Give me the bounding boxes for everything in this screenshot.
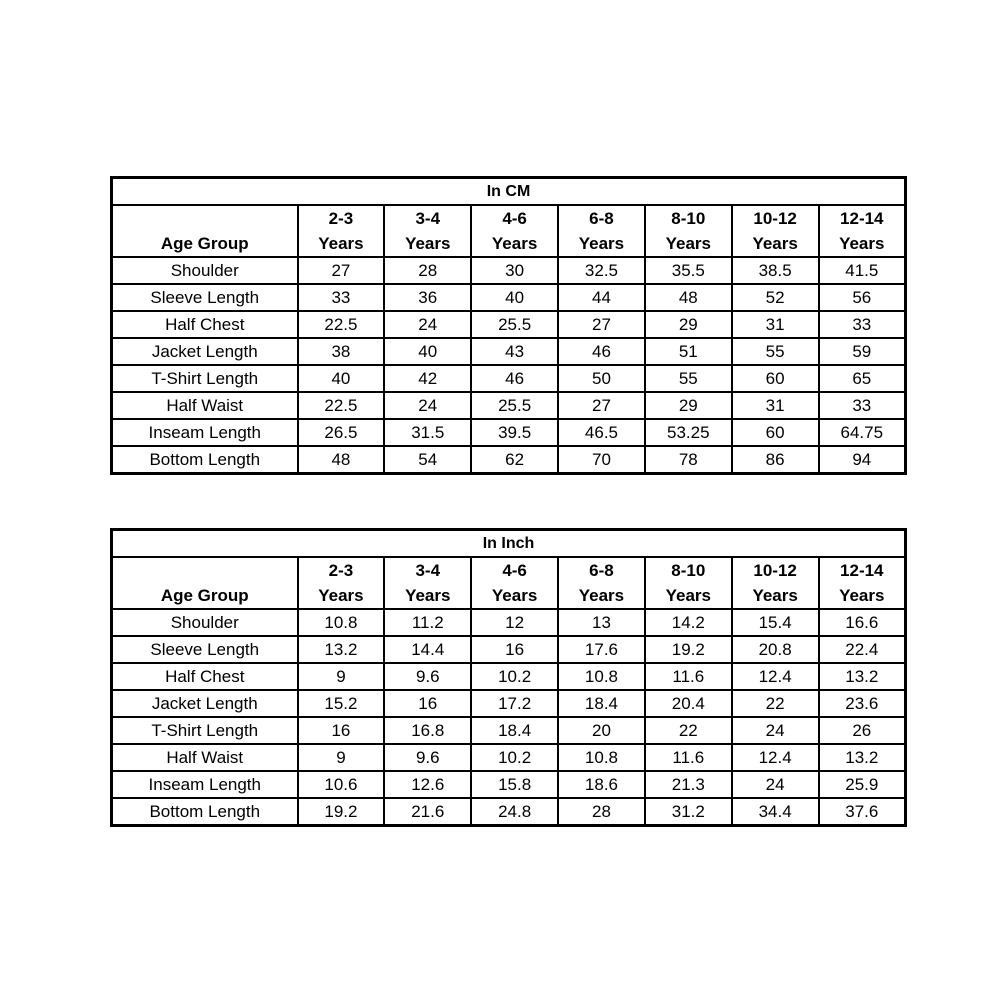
age-column-header [819, 557, 906, 609]
age-column-header [732, 557, 819, 609]
age-range: 4-6 [502, 209, 527, 228]
measurement-value: 10.8 [558, 663, 645, 690]
age-group-header: Age Group [112, 557, 298, 609]
table-row [112, 690, 906, 717]
measurement-label: Inseam Length [112, 419, 298, 446]
measurement-value: 22 [645, 717, 732, 744]
measurement-value: 43 [471, 338, 558, 365]
measurement-value: 46 [471, 365, 558, 392]
measurement-value: 86 [732, 446, 819, 474]
age-unit: Years [491, 586, 538, 605]
measurement-label: Half Chest [112, 663, 298, 690]
measurement-label: Jacket Length [112, 338, 298, 365]
measurement-value: 19.2 [298, 798, 385, 826]
measurement-value: 24 [732, 717, 819, 744]
measurement-value: 24.8 [471, 798, 558, 826]
measurement-value: 20.4 [645, 690, 732, 717]
measurement-value: 26.5 [298, 419, 385, 446]
measurement-value: 55 [645, 365, 732, 392]
measurement-value: 59 [819, 338, 906, 365]
age-column-header [471, 557, 558, 609]
measurement-value: 53.25 [645, 419, 732, 446]
age-range: 6-8 [589, 561, 614, 580]
measurement-value: 18.6 [558, 771, 645, 798]
measurement-value: 40 [471, 284, 558, 311]
age-column-header [558, 205, 645, 257]
measurement-value: 35.5 [645, 257, 732, 284]
measurement-value: 24 [384, 392, 471, 419]
measurement-value: 60 [732, 365, 819, 392]
age-unit: Years [405, 586, 451, 605]
measurement-value: 11.6 [645, 663, 732, 690]
measurement-value: 94 [819, 446, 906, 474]
age-range: 6-8 [589, 209, 614, 228]
age-column-header [645, 205, 732, 257]
measurement-value: 27 [298, 257, 385, 284]
measurement-value: 24 [384, 311, 471, 338]
age-unit: Years [752, 586, 798, 605]
measurement-value: 19.2 [645, 636, 732, 663]
age-range: 8-10 [671, 561, 706, 580]
age-unit: Years [578, 234, 625, 253]
measurement-value: 39.5 [471, 419, 558, 446]
measurement-label: Shoulder [112, 609, 298, 636]
measurement-value: 51 [645, 338, 732, 365]
measurement-value: 14.4 [384, 636, 471, 663]
age-unit: Years [318, 234, 364, 253]
age-range: 12-14 [840, 561, 884, 580]
table-row [112, 636, 906, 663]
measurement-value: 31 [732, 311, 819, 338]
measurement-value: 30 [471, 257, 558, 284]
age-range: 12-14 [840, 209, 884, 228]
measurement-value: 12.4 [732, 663, 819, 690]
age-range: 3-4 [415, 209, 441, 228]
measurement-label: Inseam Length [112, 771, 298, 798]
measurement-value: 21.6 [384, 798, 471, 826]
measurement-label: Half Chest [112, 311, 298, 338]
age-unit: Years [665, 586, 711, 605]
age-column-header [558, 557, 645, 609]
table-row [112, 419, 906, 446]
measurement-value: 10.6 [298, 771, 385, 798]
measurement-value: 64.75 [819, 419, 906, 446]
age-range: 2-3 [328, 209, 354, 228]
measurement-value: 18.4 [558, 690, 645, 717]
measurement-value: 13 [558, 609, 645, 636]
measurement-value: 52 [732, 284, 819, 311]
measurement-label: T-Shirt Length [112, 365, 298, 392]
measurement-value: 40 [384, 338, 471, 365]
measurement-value: 60 [732, 419, 819, 446]
age-column-header [819, 205, 906, 257]
table-row [112, 744, 906, 771]
measurement-value: 27 [558, 311, 645, 338]
measurement-value: 20.8 [732, 636, 819, 663]
table-row [112, 609, 906, 636]
measurement-value: 16 [471, 636, 558, 663]
measurement-value: 16.8 [384, 717, 471, 744]
table-title: In Inch [112, 530, 906, 558]
age-unit: Years [491, 234, 538, 253]
measurement-value: 16 [298, 717, 385, 744]
age-unit: Years [839, 234, 885, 253]
measurement-value: 33 [298, 284, 385, 311]
measurement-value: 15.4 [732, 609, 819, 636]
measurement-label: Sleeve Length [112, 636, 298, 663]
measurement-value: 48 [298, 446, 385, 474]
measurement-value: 27 [558, 392, 645, 419]
age-column-header [645, 557, 732, 609]
age-range: 2-3 [328, 561, 354, 580]
size-chart-cm-table [110, 176, 907, 475]
measurement-value: 36 [384, 284, 471, 311]
measurement-value: 25.9 [819, 771, 906, 798]
age-unit: Years [665, 234, 711, 253]
measurement-value: 9.6 [384, 663, 471, 690]
measurement-value: 31.5 [384, 419, 471, 446]
measurement-value: 9 [298, 744, 385, 771]
measurement-value: 22 [732, 690, 819, 717]
age-column-header [298, 205, 385, 257]
measurement-value: 13.2 [819, 663, 906, 690]
age-range: 4-6 [502, 561, 527, 580]
measurement-value: 10.2 [471, 744, 558, 771]
measurement-value: 22.5 [298, 392, 385, 419]
measurement-value: 56 [819, 284, 906, 311]
age-column-header [471, 205, 558, 257]
measurement-value: 20 [558, 717, 645, 744]
measurement-value: 46 [558, 338, 645, 365]
measurement-value: 12.6 [384, 771, 471, 798]
age-range: 10-12 [753, 209, 797, 228]
measurement-value: 29 [645, 392, 732, 419]
measurement-value: 50 [558, 365, 645, 392]
measurement-label: Bottom Length [112, 798, 298, 826]
measurement-value: 11.2 [384, 609, 471, 636]
measurement-value: 13.2 [819, 744, 906, 771]
measurement-value: 38.5 [732, 257, 819, 284]
header-row [112, 557, 906, 609]
measurement-label: T-Shirt Length [112, 717, 298, 744]
measurement-value: 65 [819, 365, 906, 392]
measurement-value: 42 [384, 365, 471, 392]
measurement-value: 23.6 [819, 690, 906, 717]
measurement-value: 55 [732, 338, 819, 365]
measurement-value: 46.5 [558, 419, 645, 446]
measurement-value: 12 [471, 609, 558, 636]
age-column-header [298, 557, 385, 609]
table-title: In CM [112, 178, 906, 206]
table-row [112, 392, 906, 419]
measurement-label: Sleeve Length [112, 284, 298, 311]
measurement-value: 32.5 [558, 257, 645, 284]
measurement-label: Half Waist [112, 392, 298, 419]
measurement-label: Shoulder [112, 257, 298, 284]
measurement-value: 15.8 [471, 771, 558, 798]
measurement-value: 62 [471, 446, 558, 474]
table-row [112, 284, 906, 311]
measurement-label: Half Waist [112, 744, 298, 771]
measurement-value: 11.6 [645, 744, 732, 771]
measurement-value: 28 [558, 798, 645, 826]
measurement-value: 25.5 [471, 392, 558, 419]
table-row [112, 311, 906, 338]
measurement-value: 9.6 [384, 744, 471, 771]
age-unit: Years [578, 586, 625, 605]
measurement-value: 10.8 [298, 609, 385, 636]
measurement-value: 26 [819, 717, 906, 744]
table-row [112, 717, 906, 744]
measurement-value: 10.2 [471, 663, 558, 690]
age-group-header: Age Group [112, 205, 298, 257]
measurement-label: Jacket Length [112, 690, 298, 717]
age-unit: Years [318, 586, 364, 605]
table-body [112, 609, 906, 826]
measurement-value: 21.3 [645, 771, 732, 798]
measurement-value: 15.2 [298, 690, 385, 717]
measurement-value: 40 [298, 365, 385, 392]
table-row [112, 663, 906, 690]
table-row [112, 798, 906, 826]
age-unit: Years [405, 234, 451, 253]
measurement-value: 17.2 [471, 690, 558, 717]
measurement-value: 29 [645, 311, 732, 338]
measurement-value: 12.4 [732, 744, 819, 771]
measurement-value: 34.4 [732, 798, 819, 826]
measurement-value: 25.5 [471, 311, 558, 338]
measurement-value: 48 [645, 284, 732, 311]
table-row [112, 338, 906, 365]
age-column-header [732, 205, 819, 257]
measurement-value: 16.6 [819, 609, 906, 636]
measurement-value: 33 [819, 392, 906, 419]
table-body [112, 257, 906, 474]
measurement-value: 78 [645, 446, 732, 474]
age-unit: Years [839, 586, 885, 605]
measurement-value: 70 [558, 446, 645, 474]
measurement-value: 38 [298, 338, 385, 365]
table-row [112, 257, 906, 284]
measurement-value: 16 [384, 690, 471, 717]
measurement-value: 13.2 [298, 636, 385, 663]
header-row [112, 205, 906, 257]
size-chart-inch-table [110, 528, 907, 827]
measurement-value: 44 [558, 284, 645, 311]
measurement-value: 54 [384, 446, 471, 474]
measurement-label: Bottom Length [112, 446, 298, 474]
age-range: 3-4 [415, 561, 441, 580]
measurement-value: 9 [298, 663, 385, 690]
measurement-value: 33 [819, 311, 906, 338]
age-range: 8-10 [671, 209, 706, 228]
measurement-value: 18.4 [471, 717, 558, 744]
measurement-value: 28 [384, 257, 471, 284]
measurement-value: 17.6 [558, 636, 645, 663]
measurement-value: 22.5 [298, 311, 385, 338]
measurement-value: 22.4 [819, 636, 906, 663]
measurement-value: 31.2 [645, 798, 732, 826]
table-row [112, 365, 906, 392]
age-column-header [384, 205, 471, 257]
measurement-value: 31 [732, 392, 819, 419]
measurement-value: 41.5 [819, 257, 906, 284]
measurement-value: 10.8 [558, 744, 645, 771]
table-row [112, 446, 906, 474]
age-column-header [384, 557, 471, 609]
age-range: 10-12 [753, 561, 797, 580]
measurement-value: 14.2 [645, 609, 732, 636]
age-unit: Years [752, 234, 798, 253]
measurement-value: 24 [732, 771, 819, 798]
measurement-value: 37.6 [819, 798, 906, 826]
table-row [112, 771, 906, 798]
